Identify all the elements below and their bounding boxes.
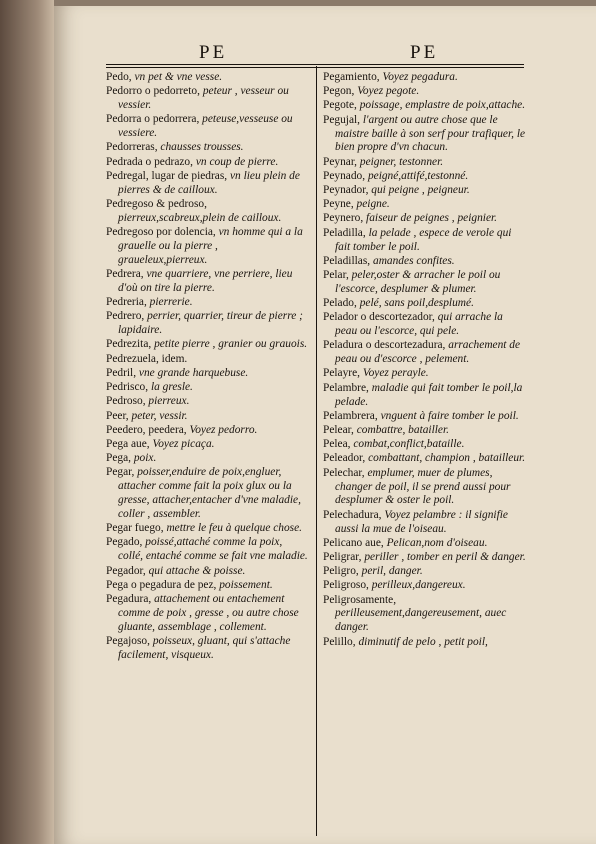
entry-definition: perilleusement,dangereusement, auec danger. [335, 607, 507, 634]
entry-headword: Pedo, [106, 71, 132, 83]
entry-definition: perilleux,dangereux. [371, 579, 466, 592]
dictionary-entry [106, 338, 309, 352]
entry-headword: Pegado, [106, 536, 143, 549]
dictionary-entry [106, 410, 309, 424]
entry-headword: Pelechadura, [323, 508, 382, 521]
entry-definition: combattre, batailler. [356, 424, 449, 436]
entry-headword: Pega aue, [106, 437, 150, 450]
dictionary-entry [106, 381, 309, 395]
entry-headword: Peleador, [323, 452, 366, 465]
entry-headword: Pedorra o pedorrera, [106, 113, 200, 126]
dictionary-entry [106, 424, 309, 438]
entry-headword: Peynar, [323, 155, 358, 168]
entry-definition: qui peigne , peigneur. [371, 184, 470, 197]
entry-definition: Voyez picaça. [152, 437, 215, 450]
entry-headword: Pegar fuego, [106, 522, 164, 535]
entry-headword: Peladillas, [323, 254, 371, 267]
entry-headword: Pedrezita, [106, 338, 152, 351]
entry-definition: Voyez pelambre : il signifie aussi la mue de l'oiseau. [335, 508, 508, 535]
entry-definition: periller , tomber en peril & danger. [364, 550, 526, 563]
entry-headword: Pedregoso & pedroso, [106, 197, 207, 210]
entry-definition: poisser,enduire de poix,engluer, attacher comme fait la poix glux ou la gresse, attacher,entacher d'vne maladie, coller , assembler. [118, 466, 301, 521]
entry-definition: poissage, emplastre de poix,attache. [359, 99, 526, 112]
entry-headword: Pedrisco, [106, 381, 149, 394]
entry-headword: Pega o pegadura de pez, [106, 578, 217, 591]
dictionary-entry [106, 452, 309, 466]
entry-headword: Pedrero, [106, 310, 145, 323]
header-rule-bottom [106, 67, 524, 68]
dictionary-entry [106, 593, 309, 635]
entry-definition: perrier, quarrier, tireur de pierre ; lapidaire. [118, 310, 303, 337]
dictionary-entry [106, 71, 309, 85]
entry-headword: Peligro, [323, 565, 359, 578]
dictionary-entry [106, 579, 309, 593]
entry-definition: peler,oster & arracher le poil ou l'escorce, desplumer & plumer. [335, 268, 501, 295]
dictionary-entry [323, 99, 526, 113]
entry-definition: peteur , vesseur ou vessier. [118, 85, 289, 112]
entry-definition: poix. [133, 452, 157, 465]
entry-headword: Pelador o descortezador, [323, 311, 435, 324]
entry-definition: peter, vessir. [131, 409, 188, 422]
dictionary-entry [323, 227, 526, 255]
dictionary-entry [323, 156, 526, 170]
dictionary-entry [323, 537, 526, 551]
dictionary-entry [106, 170, 309, 198]
dictionary-entry [323, 339, 526, 367]
entry-headword: Peynador, [323, 184, 369, 197]
entry-definition: pierreux,scabreux,plein de cailloux. [118, 211, 282, 224]
entry-headword: Peer, [106, 409, 129, 422]
dictionary-entry [323, 114, 526, 156]
right-column [323, 71, 526, 650]
entry-headword: Peladura o descortezadura, [323, 339, 446, 352]
entry-definition: la pelade , espece de verole qui fait tomber le poil. [335, 226, 512, 253]
dictionary-entry [323, 410, 526, 424]
entry-definition: combat,conflict,bataille. [353, 438, 465, 451]
dictionary-entry [323, 551, 526, 565]
entry-headword: Pegote, [323, 99, 357, 112]
entry-definition: Voyez pegadura. [382, 71, 458, 83]
dictionary-entry [106, 438, 309, 452]
entry-definition: vn pet & vne vesse. [134, 71, 223, 83]
dictionary-entry [106, 536, 309, 564]
entry-headword: Pedril, [106, 366, 137, 379]
dictionary-entry [323, 198, 526, 212]
entry-definition: poissé,attaché comme la poix, collé, entaché comme se fait vne maladie. [118, 536, 308, 563]
dictionary-entry [323, 297, 526, 311]
entry-definition: peigner, testonner. [359, 155, 444, 168]
entry-definition: mettre le feu à quelque chose. [166, 522, 303, 535]
entry-definition: petite pierre , granier ou grauois. [154, 338, 308, 351]
entry-headword: Peligrar, [323, 550, 362, 563]
entry-definition: peigné,attifé,testonné. [367, 169, 469, 182]
dictionary-entry [106, 466, 309, 522]
dictionary-entry [323, 565, 526, 579]
entry-definition: vnguent à faire tomber le poil. [380, 409, 519, 422]
entry-headword: Peladilla, [323, 226, 366, 239]
dictionary-entry [323, 212, 526, 226]
dictionary-entry [106, 85, 309, 113]
entry-definition: qui arrache la peau ou l'escorce, qui pele. [335, 311, 503, 338]
dictionary-entry [106, 310, 309, 338]
dictionary-entry [106, 522, 309, 536]
entry-headword: Pegajoso, [106, 634, 150, 647]
entry-headword: Pega, [106, 452, 131, 465]
entry-headword: Peedero, peedera, [106, 423, 187, 436]
entry-definition: pelé, sans poil,desplumé. [359, 297, 474, 310]
entry-definition: poisseux, gluant, qui s'attache facilement, visqueux. [118, 634, 291, 661]
dictionary-entry [106, 198, 309, 226]
entry-headword: Pelicano aue, [323, 536, 384, 549]
entry-headword: Pedreria, [106, 296, 147, 309]
entry-headword: Pelear, [323, 424, 354, 436]
dictionary-entry [323, 382, 526, 410]
entry-headword: Pegujal, [323, 113, 361, 126]
entry-definition: Voyez perayle. [362, 367, 429, 380]
entry-definition: qui attache & poisse. [148, 564, 246, 577]
entry-headword: Pedorreras, [106, 141, 158, 154]
dictionary-entry [106, 226, 309, 268]
entry-definition: amandes confites. [373, 254, 455, 267]
entry-definition: vn homme qui a la grauelle ou la pierre , graueleux,pierreux. [118, 226, 303, 266]
entry-headword: Peligroso, [323, 579, 369, 592]
dictionary-entry [106, 156, 309, 170]
dictionary-entry [106, 113, 309, 141]
dictionary-entry [323, 594, 526, 636]
entry-definition: Voyez pedorro. [189, 423, 258, 436]
entry-headword: Pedrezuela, idem. [106, 352, 188, 365]
header-rule-top [106, 64, 524, 65]
entry-headword: Pegadura, [106, 592, 152, 605]
entry-headword: Peynado, [323, 169, 366, 182]
dictionary-entry [323, 509, 526, 537]
entry-headword: Pedrada o pedrazo, [106, 155, 193, 168]
entry-headword: Pelea, [323, 438, 351, 451]
entry-definition: vn lieu plein de pierres & de cailloux. [118, 169, 300, 196]
entry-headword: Pelar, [323, 268, 349, 281]
entry-headword: Pedorro o pedorreto, [106, 85, 200, 98]
entry-headword: Pelado, [323, 297, 357, 310]
entry-headword: Pelambre, [323, 381, 369, 394]
entry-headword: Pelayre, [323, 367, 361, 380]
entry-headword: Pelechar, [323, 466, 365, 479]
dictionary-entry [106, 141, 309, 155]
dictionary-entry [323, 255, 526, 269]
dictionary-entry [106, 353, 309, 367]
entry-headword: Pegamiento, [323, 71, 380, 83]
page-gutter-shadow [0, 0, 54, 844]
entry-definition: emplumer, muer de plumes, changer de poil, il se prend aussi pour desplumer & oster le poil. [335, 466, 511, 507]
dictionary-entry [106, 635, 309, 663]
dictionary-entry [106, 367, 309, 381]
entry-definition: chausses trousses. [160, 141, 244, 154]
dictionary-entry [106, 296, 309, 310]
entry-headword: Pedregal, lugar de piedras, [106, 169, 228, 182]
entry-headword: Pedroso, [106, 395, 146, 408]
dictionary-entry [323, 636, 526, 650]
entry-definition: combattant, champion , batailleur. [368, 452, 526, 465]
entry-definition: peigne. [356, 198, 390, 211]
running-head-left: PE [199, 42, 228, 63]
dictionary-entry [323, 367, 526, 381]
dictionary-entry [323, 467, 526, 509]
dictionary-entry [323, 424, 526, 438]
entry-headword: Pedregoso por dolencia, [106, 226, 216, 239]
entry-headword: Peyne, [323, 198, 354, 211]
dictionary-entry [323, 269, 526, 297]
entry-definition: vne quarriere, vne perriere, lieu d'où on tire la pierre. [118, 268, 293, 294]
entry-headword: Pegar, [106, 466, 135, 479]
entry-definition: Pelican,nom d'oiseau. [386, 536, 488, 549]
running-head-right: PE [410, 42, 439, 63]
entry-headword: Pelambrera, [323, 409, 378, 422]
entry-headword: Pegon, [323, 85, 355, 98]
entry-definition: diminutif de pelo , petit poil, [358, 635, 488, 648]
dictionary-entry [106, 395, 309, 409]
dictionary-entry [106, 268, 309, 296]
entry-definition: pierrerie. [149, 296, 193, 309]
entry-headword: Pegador, [106, 564, 146, 577]
entry-definition: la gresle. [150, 381, 193, 394]
dictionary-entry [323, 579, 526, 593]
dictionary-entry [323, 170, 526, 184]
entry-headword: Peligrosamente, [323, 593, 397, 606]
dictionary-entry [323, 85, 526, 99]
entry-definition: peteuse,vesseuse ou vessiere. [118, 113, 293, 140]
entry-definition: peril, danger. [361, 565, 423, 578]
dictionary-entry [323, 438, 526, 452]
entry-definition: faiseur de peignes , peignier. [366, 212, 498, 225]
entry-definition: pierreux. [148, 395, 190, 408]
entry-definition: maladie qui fait tomber le poil,la pelade. [335, 381, 523, 408]
dictionary-entry [323, 311, 526, 339]
entry-definition: poissement. [219, 578, 273, 591]
entry-definition: arrachement de peau ou d'escorce , pelement. [335, 339, 521, 366]
entry-headword: Peynero, [323, 212, 364, 225]
dictionary-entry [323, 71, 526, 85]
entry-definition: attachement ou entachement comme de poix , gresse , ou autre chose gluante, assemblage , collement. [118, 592, 299, 633]
entry-definition: Voyez pegote. [357, 85, 420, 98]
dictionary-entry [106, 565, 309, 579]
column-divider [316, 66, 317, 836]
left-column [106, 71, 309, 663]
entry-headword: Pedrera, [106, 268, 144, 281]
entry-definition: l'argent ou autre chose que le maistre baille à son serf pour trafiquer, le bien propre d'vn chacun. [335, 113, 526, 154]
dictionary-entry [323, 452, 526, 466]
dictionary-entry [323, 184, 526, 198]
entry-headword: Pelillo, [323, 635, 356, 648]
entry-definition: vn coup de pierre. [195, 155, 279, 168]
entry-definition: vne grande harquebuse. [138, 366, 249, 379]
